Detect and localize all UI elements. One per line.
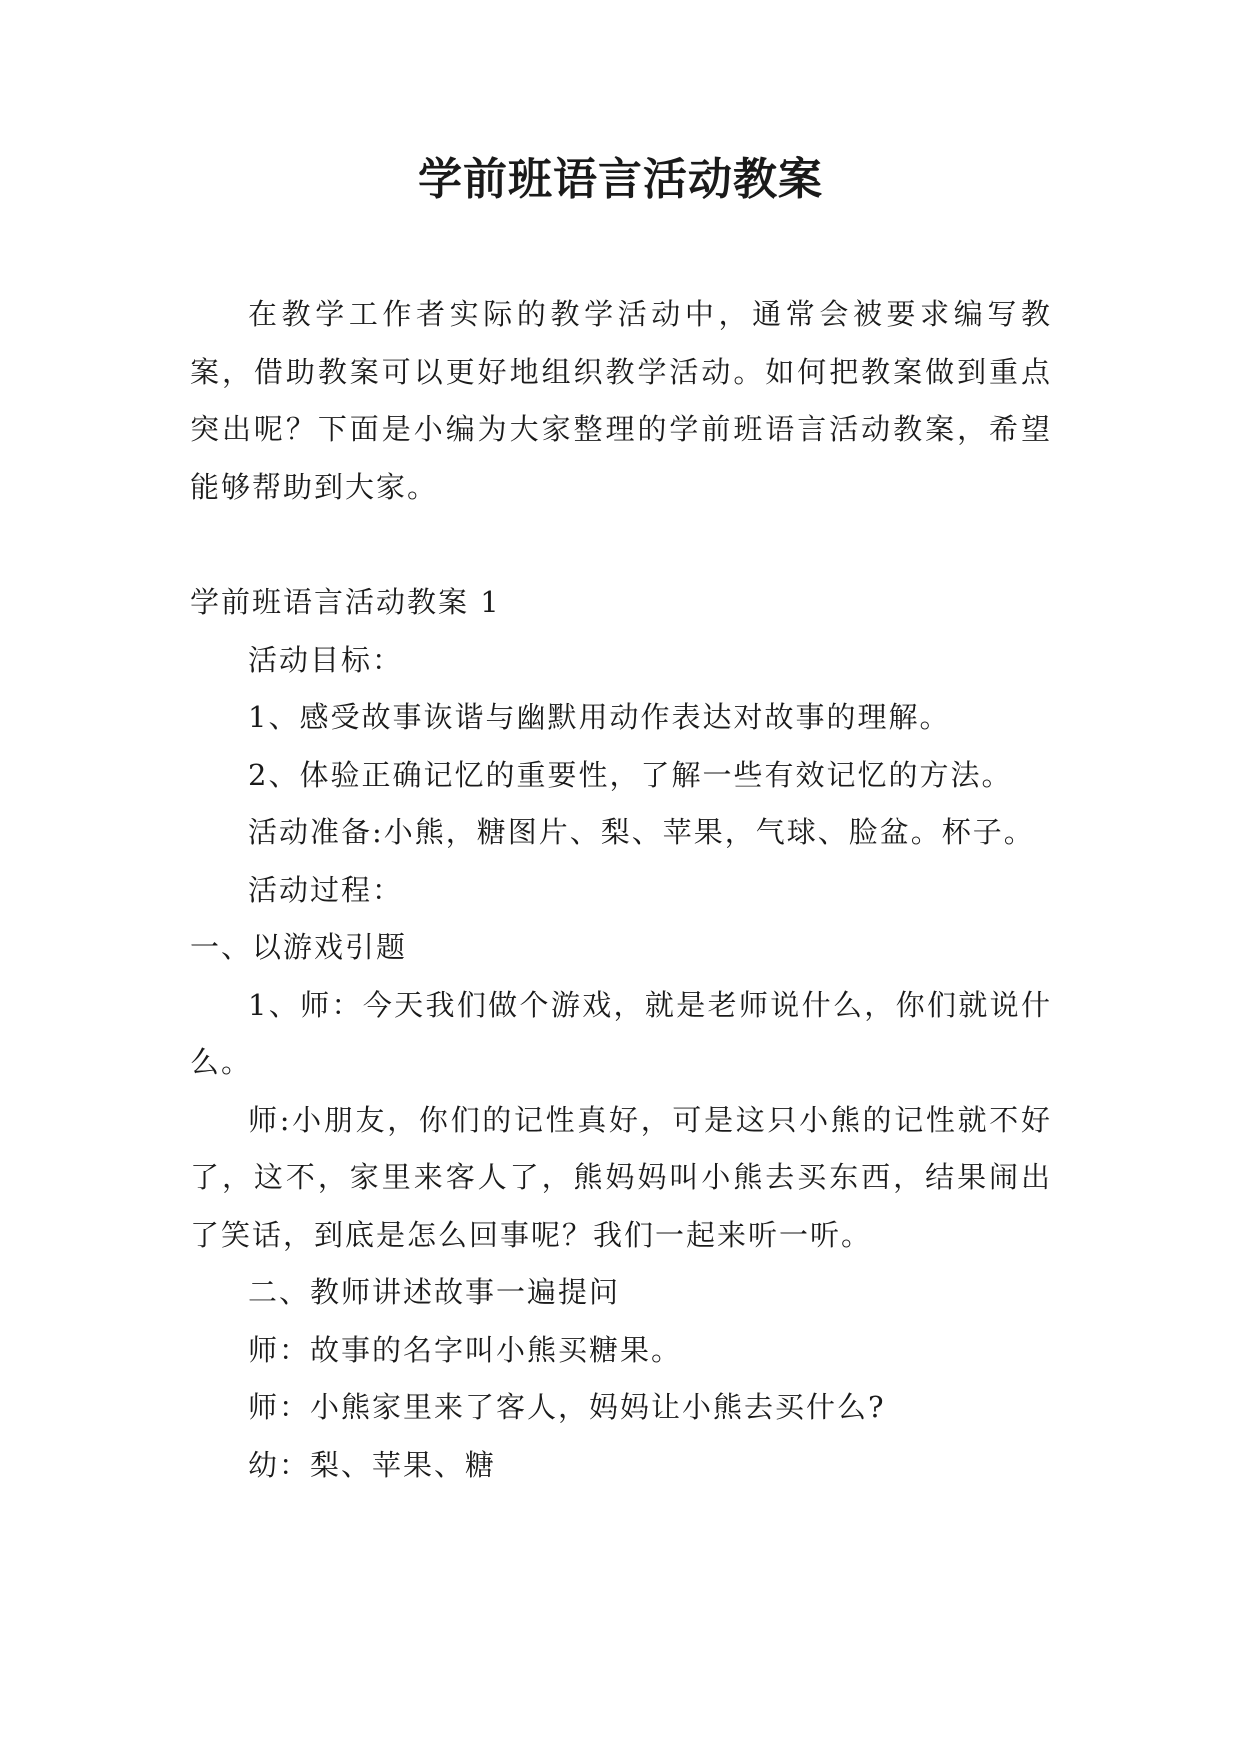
body-paragraph: 活动过程： — [248, 872, 404, 907]
document-body — [190, 286, 1052, 1494]
body-paragraph: 师：小熊家里来了客人，妈妈让小熊去买什么? — [248, 1390, 886, 1424]
intro-paragraph: 在教学工作者实际的教学活动中，通常会被要求编写教案，借助教案可以更好地组织教学活动。如何把教案做到重点突出呢？下面是小编为大家整理的学前班语言活动教案，希望能够帮助到大家。 — [190, 297, 1052, 504]
body-paragraph: 2、体验正确记忆的重要性，了解一些有效记忆的方法。 — [248, 757, 1013, 792]
body-paragraph: 幼：梨、苹果、糖 — [248, 1447, 497, 1482]
body-paragraph: 1、师：今天我们做个游戏，就是老师说什么，你们就说什么。 — [190, 987, 1052, 1079]
body-paragraph: 师:小朋友，你们的记性真好，可是这只小熊的记性就不好了，这不，家里来客人了，熊妈妈叫小熊去买东西，结果闹出了笑话，到底是怎么回事呢？我们一起来听一听。 — [190, 1102, 1052, 1252]
body-paragraph: 活动目标： — [248, 642, 404, 677]
body-paragraph: 师：故事的名字叫小熊买糖果。 — [248, 1332, 683, 1367]
document-title: 学前班语言活动教案 — [418, 154, 823, 205]
body-paragraph: 一、以游戏引题 — [190, 930, 408, 964]
body-paragraph: 活动准备:小熊，糖图片、梨、苹果，气球、脸盆。杯子。 — [248, 815, 1035, 849]
lesson-plan-lines — [190, 632, 1052, 1495]
body-paragraph: 二、教师讲述故事一遍提问 — [248, 1275, 621, 1309]
body-paragraph: 1、感受故事诙谐与幽默用动作表达对故事的理解。 — [248, 700, 951, 734]
section-heading: 学前班语言活动教案 1 — [190, 585, 501, 619]
